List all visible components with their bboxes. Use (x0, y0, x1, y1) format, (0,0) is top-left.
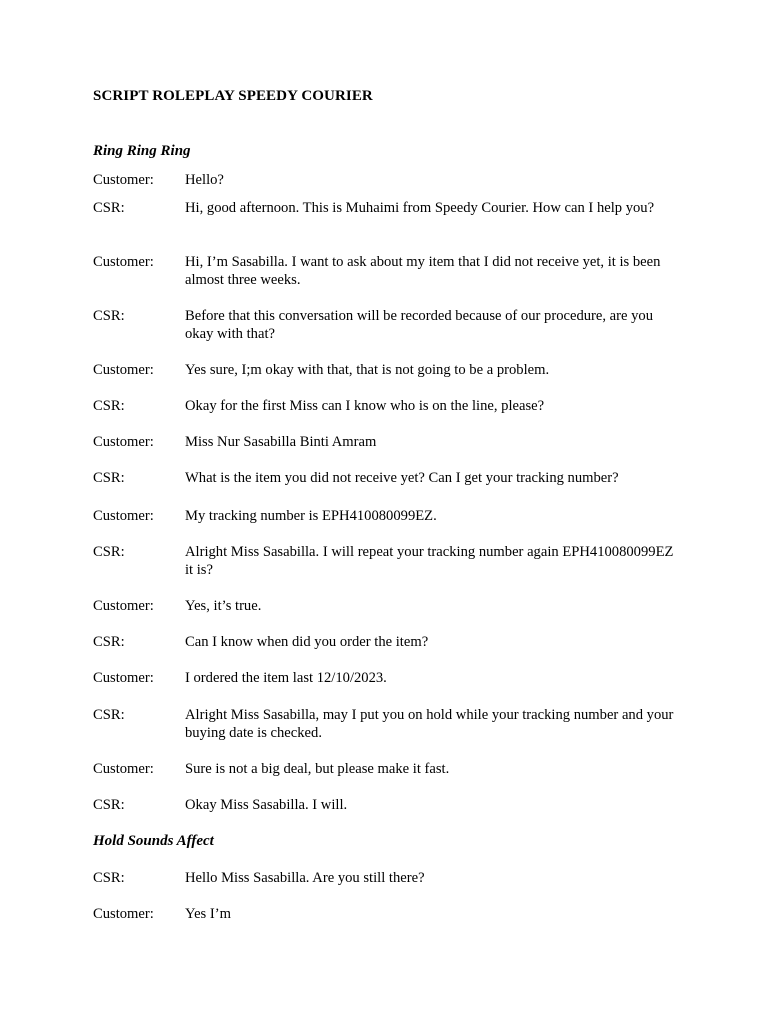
speaker-label: CSR: (93, 398, 125, 414)
speaker-label: CSR: (93, 634, 125, 650)
speaker-label: Customer: (93, 906, 154, 922)
speaker-label: CSR: (93, 308, 125, 324)
utterance-text: Yes sure, I;m okay with that, that is not going to be a problem. (185, 362, 550, 378)
speaker-label: CSR: (93, 470, 125, 486)
speaker-label: CSR: (93, 870, 125, 886)
speaker-label: Customer: (93, 434, 154, 450)
utterance-text: Hi, I’m Sasabilla. I want to ask about my item that I did not receive yet, it is been almost three weeks. (185, 254, 661, 288)
speaker-label: Customer: (93, 598, 154, 614)
speaker-label: CSR: (93, 200, 125, 216)
utterance-text: Okay Miss Sasabilla. I will. (185, 797, 348, 813)
utterance-text: Alright Miss Sasabilla. I will repeat your tracking number again EPH410080099EZ it is? (185, 544, 674, 578)
speaker-label: Customer: (93, 172, 154, 188)
utterance-text: Sure is not a big deal, but please make it fast. (185, 761, 450, 777)
speaker-label: CSR: (93, 797, 125, 813)
utterance-text: Can I know when did you order the item? (185, 634, 429, 650)
speaker-label: Customer: (93, 254, 154, 270)
utterance-text: Hello Miss Sasabilla. Are you still there? (185, 870, 425, 886)
section-heading: Hold Sounds Affect (93, 833, 214, 849)
utterance-text: Yes, it’s true. (185, 598, 262, 614)
utterance-text: Yes I’m (185, 906, 231, 922)
utterance-text: Alright Miss Sasabilla, may I put you on hold while your tracking number and your buying date is checked. (185, 707, 674, 741)
speaker-label: Customer: (93, 362, 154, 378)
utterance-text: My tracking number is EPH410080099EZ. (185, 508, 437, 524)
utterance-text: Okay for the first Miss can I know who is on the line, please? (185, 398, 545, 414)
speaker-label: Customer: (93, 761, 154, 777)
section-heading: Ring Ring Ring (93, 143, 191, 159)
speaker-label: CSR: (93, 707, 125, 723)
utterance-text: I ordered the item last 12/10/2023. (185, 670, 387, 686)
document-title: SCRIPT ROLEPLAY SPEEDY COURIER (93, 88, 373, 104)
utterance-text: Miss Nur Sasabilla Binti Amram (185, 434, 377, 450)
utterance-text: Hello? (185, 172, 224, 188)
speaker-label: CSR: (93, 544, 125, 560)
speaker-label: Customer: (93, 508, 154, 524)
utterance-text: Before that this conversation will be recorded because of our procedure, are you okay with that? (185, 308, 654, 342)
utterance-text: Hi, good afternoon. This is Muhaimi from Speedy Courier. How can I help you? (185, 200, 655, 216)
speaker-label: Customer: (93, 670, 154, 686)
utterance-text: What is the item you did not receive yet? Can I get your tracking number? (185, 470, 619, 486)
